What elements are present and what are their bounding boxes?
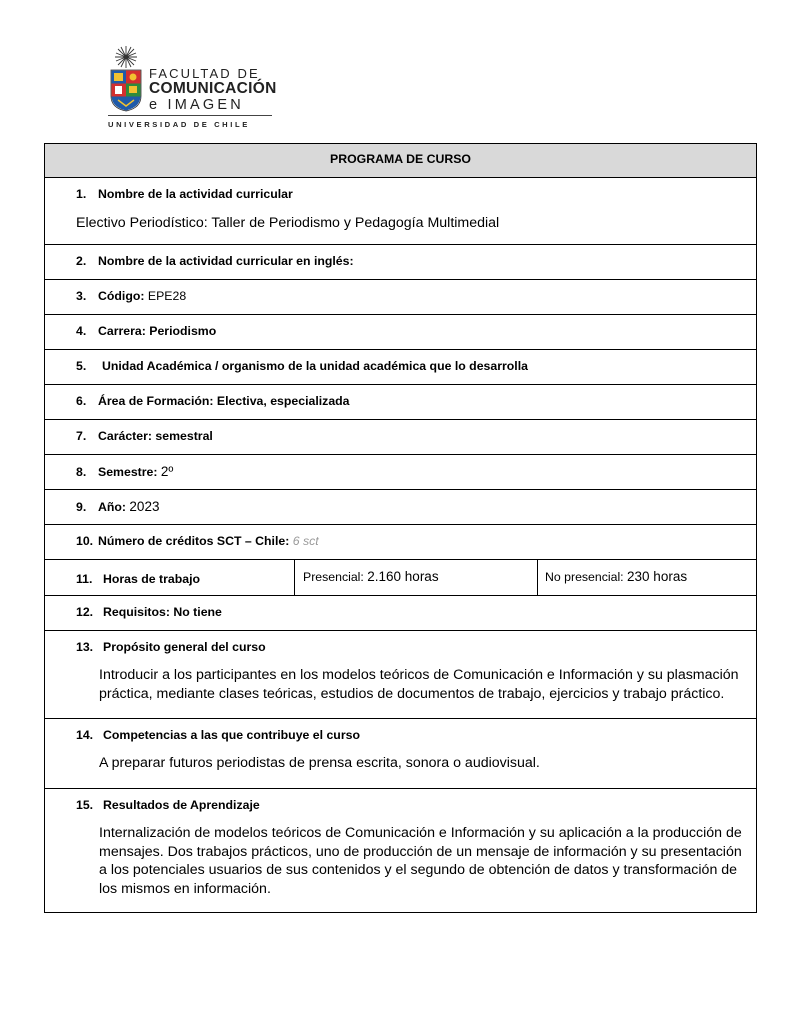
- row-7: [45, 420, 757, 455]
- logo-comunicacion-text: COMUNICACIÓN: [149, 80, 277, 97]
- row-13-label: Propósito general del curso: [103, 640, 266, 654]
- row-14-value: A preparar futuros periodistas de prensa escrita, sonora o audiovisual.: [99, 755, 540, 771]
- row-13-number: 13.: [76, 640, 94, 654]
- row-1-label: Nombre de la actividad curricular: [98, 187, 293, 201]
- row-9-label: Año:: [98, 500, 126, 514]
- row-10-number: 10.: [76, 534, 94, 548]
- no-presencial-label: No presencial:: [545, 570, 624, 584]
- row-5: [45, 350, 757, 385]
- logo-faculty-text: FACULTAD DE: [149, 66, 260, 81]
- row-8: [45, 455, 757, 490]
- row-1-number: 1.: [76, 187, 87, 201]
- row-7-label: Carácter: semestral: [98, 429, 213, 443]
- no-presencial-value: 230 horas: [627, 569, 688, 584]
- row-14-label: Competencias a las que contribuye el curso: [103, 728, 360, 742]
- row-10: [45, 525, 757, 560]
- university-shield-icon: [108, 44, 144, 112]
- presencial-value: 2.160 horas: [367, 569, 439, 584]
- row-12: [45, 596, 757, 631]
- row-6-label: Área de Formación: Electiva, especializada: [98, 394, 350, 408]
- row-15-number: 15.: [76, 798, 94, 812]
- row-10-value: 6 sct: [292, 534, 319, 548]
- row-14-number: 14.: [76, 728, 94, 742]
- row-2: [45, 245, 757, 280]
- logo-university-text: UNIVERSIDAD DE CHILE: [108, 120, 250, 129]
- faculty-logo: [108, 44, 278, 134]
- row-12-label: Requisitos: No tiene: [103, 605, 222, 619]
- row-2-number: 2.: [76, 254, 87, 268]
- row-4: [45, 315, 757, 350]
- row-4-number: 4.: [76, 324, 87, 338]
- row-8-value: 2º: [160, 464, 174, 479]
- row-14: [45, 719, 757, 789]
- row-8-label: Semestre:: [98, 465, 158, 479]
- row-1-value: Electivo Periodístico: Taller de Periodismo y Pedagogía Multimedial: [76, 215, 500, 231]
- row-15-value: Internalización de modelos teóricos de Comunicación e Información y su aplicación a la producción de mensajes. Dos trabajos prácticos, uno de producción de un mensaje de información y su presentación a los potenciales usuarios de sus contenidos y el segundo de obtención de datos y transformación de los mismos en información.: [99, 825, 742, 897]
- row-3: [45, 280, 757, 315]
- row-7-number: 7.: [76, 429, 87, 443]
- row-1: [45, 178, 757, 245]
- row-9-value: 2023: [129, 499, 160, 514]
- table-header-row: [45, 144, 757, 178]
- row-3-label: Código:: [98, 289, 145, 303]
- row-15: [45, 789, 757, 913]
- row-13: [45, 631, 757, 719]
- row-5-label: Unidad Académica / organismo de la unidad académica que lo desarrolla: [102, 359, 528, 373]
- row-6-number: 6.: [76, 394, 87, 408]
- row-5-number: 5.: [76, 359, 87, 373]
- program-title: PROGRAMA DE CURSO: [45, 144, 757, 178]
- row-6: [45, 385, 757, 420]
- row-15-label: Resultados de Aprendizaje: [103, 798, 260, 812]
- row-8-number: 8.: [76, 465, 87, 479]
- row-4-label: Carrera: Periodismo: [98, 324, 217, 338]
- row-3-number: 3.: [76, 289, 87, 303]
- course-program-table: [44, 143, 757, 913]
- presencial-label: Presencial:: [303, 570, 364, 584]
- row-11-number: 11.: [76, 572, 93, 586]
- logo-divider: [108, 115, 272, 116]
- row-12-number: 12.: [76, 605, 94, 619]
- row-3-value: EPE28: [147, 289, 187, 303]
- row-9-number: 9.: [76, 500, 87, 514]
- row-10-label: Número de créditos SCT – Chile:: [98, 534, 290, 548]
- row-11-label: Horas de trabajo: [103, 572, 201, 586]
- logo-imagen-text: e IMAGEN: [149, 97, 244, 113]
- row-2-label: Nombre de la actividad curricular en inglés:: [98, 254, 354, 268]
- row-11: [45, 560, 757, 596]
- row-13-value: Introducir a los participantes en los modelos teóricos de Comunicación e Información y su plasmación práctica, mediante clases teóricas, estudios de documentos de trabajo, ejercicios y trabajo práctico.: [99, 667, 739, 702]
- row-9: [45, 490, 757, 525]
